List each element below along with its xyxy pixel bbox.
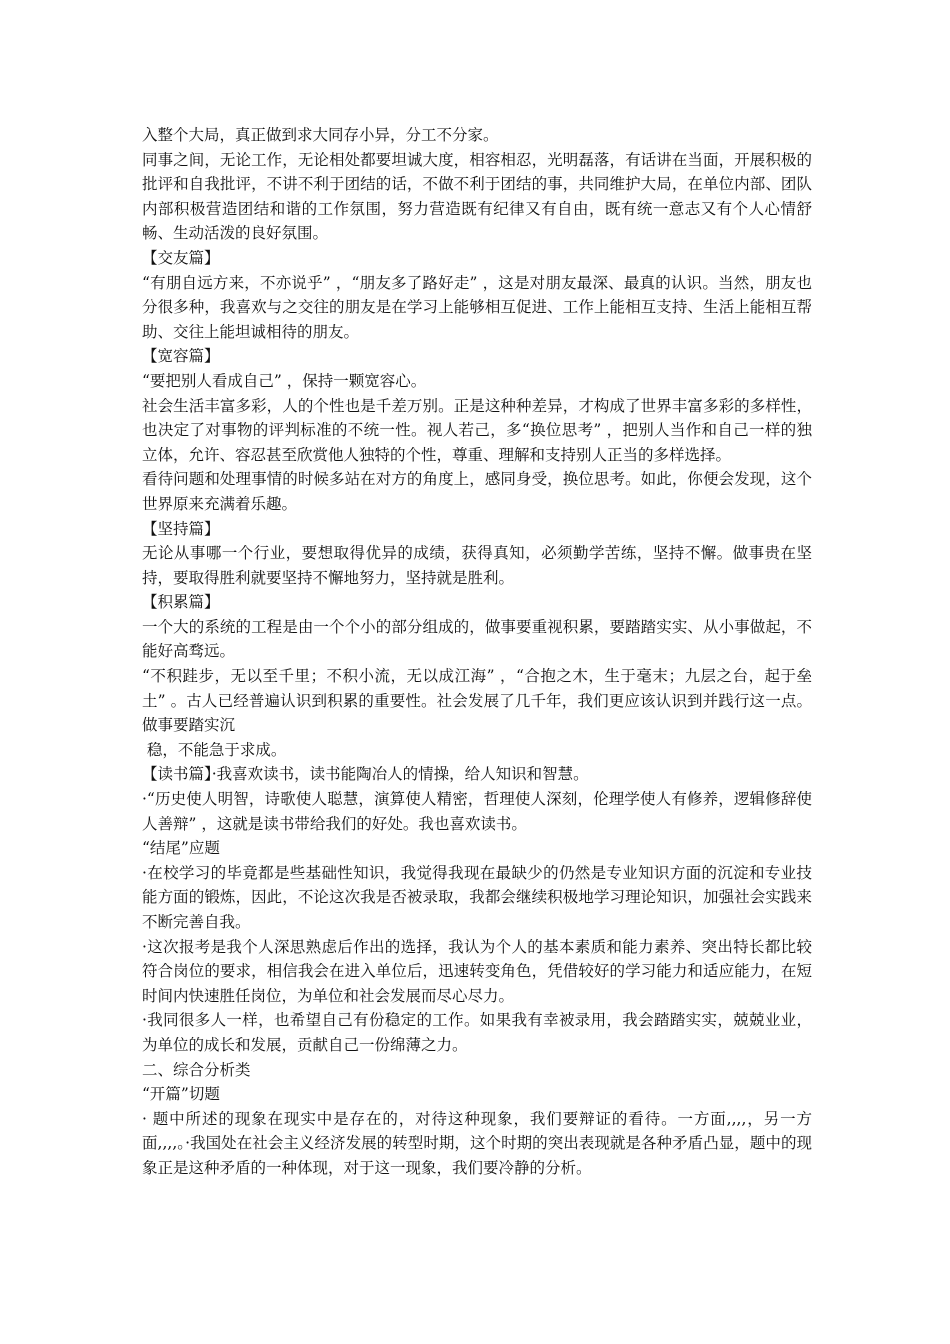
paragraph-8: 一个大的系统的工程是由一个个小的部分组成的，做事要重视积累，要踏踏实实、从小事做起，不能好高骛远。 <box>142 617 812 661</box>
section-heading-accumulation: 【积累篇】 <box>142 593 220 612</box>
section-heading-reading: 【读书篇】·我喜欢读书，读书能陶冶人的情操，给人知识和智慧。 <box>142 765 589 784</box>
section-heading-ending: “结尾”应题 <box>142 839 220 858</box>
section-heading-friendship: 【交友篇】 <box>142 248 220 267</box>
paragraph-5: 社会生活丰富多彩，人的个性也是千差万别。正是这种种差异，才构成了世界丰富多彩的多样性，也决定了对事物的评判标准的不统一性。视人若己，多“换位思考” ，把别人当作和自己一样的独立体，允许、容忍甚至欣赏他人独特的个性，尊重、理解和支持别人正当的多样选择。 <box>142 396 812 464</box>
paragraph-12: ·在校学习的毕竟都是些基础性知识，我觉得我现在最缺少的仍然是专业知识方面的沉淀和专业技能方面的锻炼，因此，不论这次我是否被录取，我都会继续积极地学习理论知识，加强社会实践来不断完善自我。 <box>142 863 812 931</box>
paragraph-14: ·我同很多人一样，也希望自己有份稳定的工作。如果我有幸被录用，我会踏踏实实，兢兢业业，为单位的成长和发展，贡献自己一份绵薄之力。 <box>142 1011 812 1054</box>
section-heading-analysis: 二、综合分析类 <box>142 1060 251 1079</box>
paragraph-11: ·“历史使人明智，诗歌使人聪慧，演算使人精密，哲理使人深刻，伦理学使人有修养，逻辑修辞使人善辩” ，这就是读书带给我们的好处。我也喜欢读书。 <box>142 790 812 833</box>
paragraph-4: “要把别人看成自己” ，保持一颗宽容心。 <box>142 371 427 390</box>
paragraph-10: 稳，不能急于求成。 <box>142 740 287 759</box>
paragraph-1: 入整个大局，真正做到求大同存小异，分工不分家。 <box>142 126 499 144</box>
section-heading-persistence: 【坚持篇】 <box>142 519 220 538</box>
paragraph-6: 看待问题和处理事情的时候多站在对方的角度上，感同身受，换位思考。如此，你便会发现，这个世界原来充满着乐趣。 <box>142 470 812 513</box>
paragraph-7: 无论从事哪一个行业，要想取得优异的成绩，获得真知，必须勤学苦练，坚持不懈。做事贵在坚持，要取得胜利就要坚持不懈地努力，坚持就是胜利。 <box>142 544 812 587</box>
paragraph-15: · 题中所述的现象在现实中是存在的，对待这种现象，我们要辩证的看待。一方面,,,,，另一方面,,,,。·我国处在社会主义经济发展的转型时期，这个时期的突出表现就是各种矛盾凸显，题中的现象正是这种矛盾的一种体现，对于这一现象，我们要冷静的分析。 <box>142 1109 812 1177</box>
document-body <box>142 123 812 1181</box>
paragraph-9: “不积跬步，无以至千里；不积小流，无以成江海” ，“合抱之木，生于毫末；九层之台，起于垒土” 。古人已经普遍认识到积累的重要性。社会发展了几千年，我们更应该认识到并践行这一点。做事要踏实沉 <box>142 667 812 735</box>
paragraph-2: 同事之间，无论工作，无论相处都要坦诚大度，相容相忍，光明磊落，有话讲在当面，开展积极的批评和自我批评，不讲不利于团结的话，不做不利于团结的事，共同维护大局，在单位内部、团队内部积极营造团结和谐的工作氛围，努力营造既有纪律又有自由，既有统一意志又有个人心情舒畅、生动活泼的良好氛围。 <box>142 150 812 243</box>
section-heading-opening: “开篇”切题 <box>142 1085 220 1104</box>
paragraph-3: “有朋自远方来，不亦说乎” ，“朋友多了路好走” ，这是对朋友最深、最真的认识。当然，朋友也分很多种，我喜欢与之交往的朋友是在学习上能够相互促进、工作上能相互支持、生活上能相互帮助、交往上能坦诚相待的朋友。 <box>142 273 812 341</box>
paragraph-13: ·这次报考是我个人深思熟虑后作出的选择，我认为个人的基本素质和能力素养、突出特长都比较符合岗位的要求，相信我会在进入单位后，迅速转变角色，凭借较好的学习能力和适应能力，在短时间内快速胜任岗位，为单位和社会发展而尽心尽力。 <box>142 937 812 1005</box>
section-heading-tolerance: 【宽容篇】 <box>142 347 220 366</box>
